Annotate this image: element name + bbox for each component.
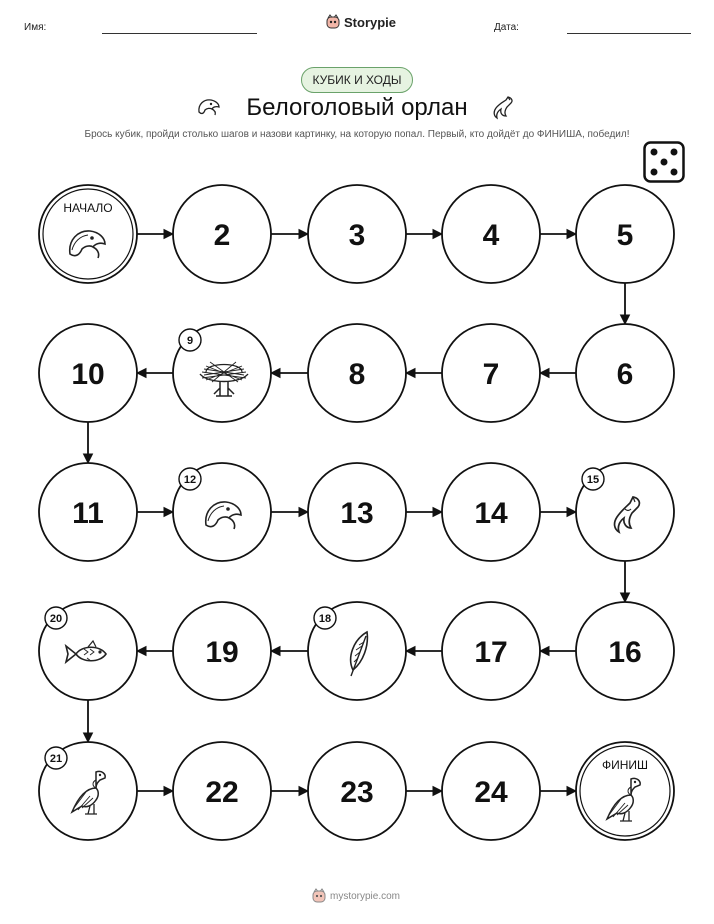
cell-number: 17 xyxy=(474,636,508,669)
activity-badge: КУБИК И ХОДЫ xyxy=(301,67,413,93)
cell-number: 7 xyxy=(482,358,500,391)
board-cell-4[interactable] xyxy=(442,185,540,283)
board-cell-7[interactable] xyxy=(442,324,540,422)
date-label: Дата: xyxy=(494,22,519,33)
board-cell-23[interactable] xyxy=(308,742,406,840)
board-cell-18[interactable] xyxy=(308,602,406,700)
cell-number: 24 xyxy=(474,776,508,809)
board-cell-9[interactable] xyxy=(173,324,271,422)
cell-number: 12 xyxy=(183,474,197,486)
board-cell-13[interactable] xyxy=(308,463,406,561)
cell-number: 10 xyxy=(71,358,105,391)
finish-label: ФИНИШ xyxy=(601,758,649,772)
cell-number: 9 xyxy=(186,335,194,347)
board-cell-20[interactable] xyxy=(39,602,137,700)
cell-number: 19 xyxy=(205,636,239,669)
board-cell-14[interactable] xyxy=(442,463,540,561)
cell-number: 8 xyxy=(348,358,366,391)
board-cells xyxy=(39,185,674,840)
board-cell-2[interactable] xyxy=(173,185,271,283)
cell-number: 18 xyxy=(318,613,332,625)
cell-number: 4 xyxy=(482,219,500,252)
cell-number: 13 xyxy=(340,497,374,530)
board-cell-16[interactable] xyxy=(576,602,674,700)
storypie-mascot-icon xyxy=(312,888,326,904)
cell-number: 3 xyxy=(348,219,366,252)
board-cell-5[interactable] xyxy=(576,185,674,283)
instructions: Брось кубик, пройди столько шагов и назови картинку, на которую попал. Первый, кто дойдёт до ФИНИША, победил! xyxy=(84,129,630,140)
cell-number: 6 xyxy=(616,358,634,391)
board-cell-22[interactable] xyxy=(173,742,271,840)
board-cell-19[interactable] xyxy=(173,602,271,700)
footer xyxy=(312,888,400,904)
cell-number: 23 xyxy=(340,776,374,809)
board-cell-15[interactable] xyxy=(576,463,674,561)
name-label: Имя: xyxy=(24,22,47,33)
board-cell-17[interactable] xyxy=(442,602,540,700)
start-label: НАЧАЛО xyxy=(63,201,113,215)
cell-number: 16 xyxy=(608,636,642,669)
board-cell-10[interactable] xyxy=(39,324,137,422)
board-cell-12[interactable] xyxy=(173,463,271,561)
cell-number: 14 xyxy=(474,497,508,530)
board-cell-21[interactable] xyxy=(39,742,137,840)
brand-name: Storypie xyxy=(344,14,397,30)
cell-number: 2 xyxy=(213,219,231,252)
board-cell-8[interactable] xyxy=(308,324,406,422)
cell-number: 5 xyxy=(616,219,634,252)
footer-url: mystorypie.com xyxy=(330,890,401,902)
cell-number: 21 xyxy=(49,753,63,765)
cell-number: 20 xyxy=(49,613,63,625)
board-cell-11[interactable] xyxy=(39,463,137,561)
cell-number: 22 xyxy=(205,776,239,809)
finish-cell[interactable] xyxy=(576,742,674,840)
start-cell[interactable] xyxy=(39,185,137,283)
board-cell-24[interactable] xyxy=(442,742,540,840)
cell-number: 15 xyxy=(586,474,600,486)
board-cell-6[interactable] xyxy=(576,324,674,422)
cell-number: 11 xyxy=(72,497,104,530)
board-cell-3[interactable] xyxy=(308,185,406,283)
page-title: Белоголовый орлан xyxy=(246,94,468,121)
